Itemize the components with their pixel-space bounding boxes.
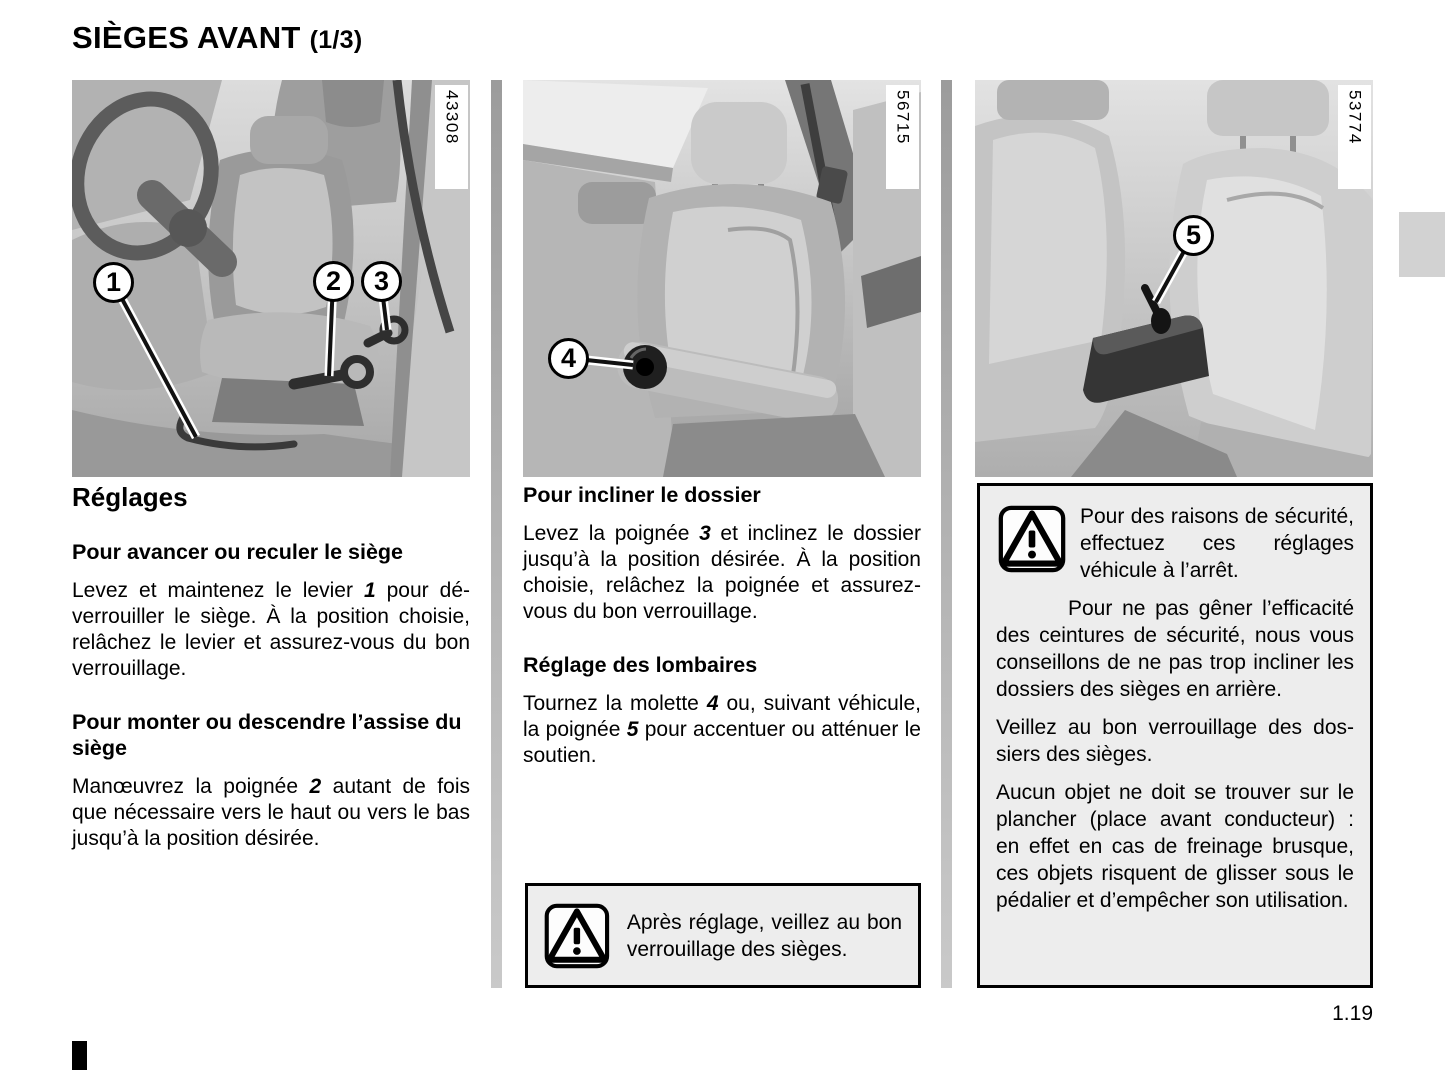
callout-4: 4 [548, 338, 589, 379]
page-number: 1.19 [1332, 1002, 1373, 1025]
column-separator [941, 80, 952, 988]
paragraph-slide-seat: Levez et maintenez le levier 1 pour déverrouiller le siège. À la position choisie, relâchez le levier et assurez-vous du bon verrouillage. [72, 579, 471, 680]
figure-code-label: 43308 [435, 85, 468, 189]
warning-paragraph-2: Pour ne pas gêner l’efficacité des ceintures de sécurité, nous vous conseillons de ne pas trop incliner les dossiers des sièges en arrière. [996, 597, 1354, 701]
paragraph-recline-backrest: Levez la poignée 3 et inclinez le dossier jusqu’à la position désirée. À la position choisie, relâchez la poignée et assurez-vous du bon verrouillage. [523, 522, 921, 623]
seat-illustration-lumbar-wheel [523, 80, 921, 477]
figure-code-label: 53774 [1338, 85, 1371, 189]
chapter-thumb-tab [1399, 212, 1445, 277]
section-index-mark [72, 1041, 87, 1070]
callout-5: 5 [1173, 215, 1214, 256]
column-separator [491, 80, 502, 988]
subheading-recline-backrest: Pour incliner le dossier [523, 483, 761, 507]
middle-text-column [523, 482, 921, 796]
page-title-text: SIÈGES AVANT [72, 20, 301, 55]
subheading-lumbar-adjust: Réglage des lombaires [523, 653, 758, 677]
warning-box-large [977, 483, 1373, 988]
section-heading-reglages: Réglages [72, 482, 188, 512]
warning-triangle-icon [998, 505, 1066, 573]
figure-code-label: 56715 [886, 85, 919, 189]
paragraph-lumbar-adjust: Tournez la molette 4 ou, suivant véhicule, la poignée 5 pour accentuer ou atténuer le soutien. [523, 692, 921, 767]
figure-lumbar-handle [975, 80, 1373, 477]
warning-text-small: Après réglage, veillez au bon verrouillage des sièges. [626, 910, 902, 961]
subheading-raise-lower-seat: Pour monter ou descendre l’assise du siège [72, 710, 462, 760]
subheading-slide-seat: Pour avancer ou reculer le siège [72, 540, 404, 564]
warning-paragraph-1: Pour des raisons de sécurité, effectuez ces réglages véhicule à l’arrêt. [1080, 505, 1354, 582]
warning-box-small [525, 883, 921, 988]
callout-1: 1 [93, 262, 134, 303]
callout-3: 3 [361, 261, 402, 302]
warning-paragraph-3: Veillez au bon verrouillage des dossiers des sièges. [996, 716, 1354, 766]
seat-illustration-lumbar-handle [975, 80, 1373, 477]
warning-triangle-icon [544, 903, 610, 969]
figure-seat-adjust-levers [72, 80, 470, 477]
left-text-column [72, 482, 470, 879]
page-title [72, 20, 363, 56]
callout-2: 2 [313, 261, 354, 302]
figure-lumbar-wheel [523, 80, 921, 477]
paragraph-raise-lower-seat: Manœuvrez la poignée 2 autant de fois que nécessaire vers le haut ou vers le bas jusqu’à la position désirée. [72, 775, 470, 850]
page-title-suffix: (1/3) [309, 26, 363, 54]
warning-paragraph-4: Aucun objet ne doit se trouver sur le plancher (place avant conducteur) : en effet en cas de freinage brusque, ces objets risquent de glisser sous le pédalier et d’empêcher son utilisation. [996, 781, 1354, 912]
